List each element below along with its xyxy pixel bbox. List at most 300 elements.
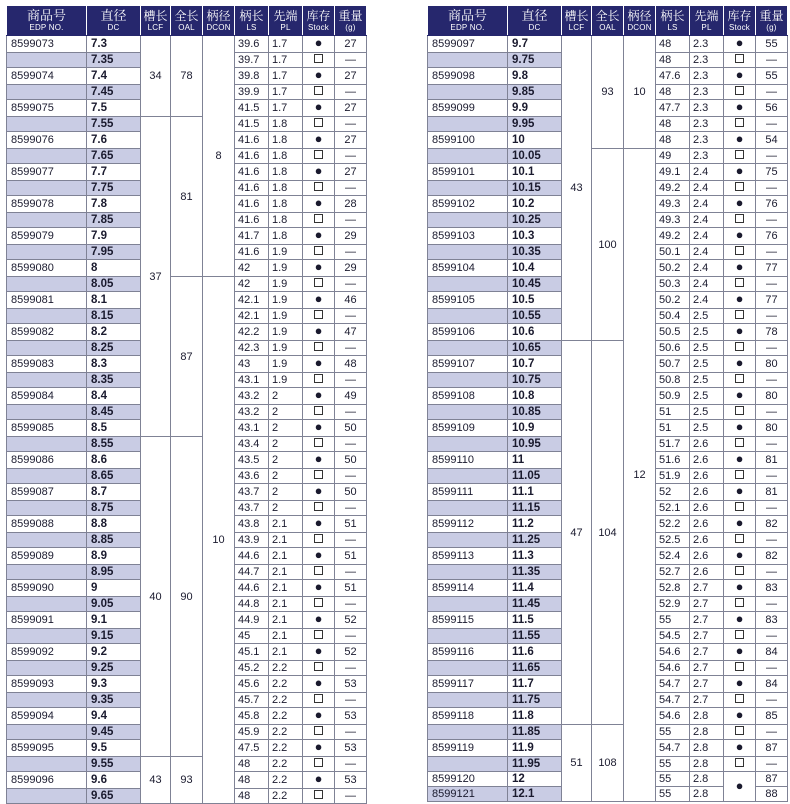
dc-cell: 7.35	[87, 53, 141, 68]
stock-cell	[303, 324, 335, 341]
dc-cell: 8.1	[87, 292, 141, 309]
out-of-stock-icon	[314, 694, 323, 703]
in-stock-icon: ●	[314, 227, 323, 242]
pl-cell: 2.2	[269, 661, 303, 676]
weight-cell: —	[335, 149, 367, 164]
out-of-stock-icon	[314, 54, 323, 63]
edp-cell	[428, 117, 508, 132]
dc-cell: 10.15	[508, 181, 562, 196]
weight-cell: —	[756, 469, 788, 484]
stock-cell	[724, 661, 756, 676]
dc-cell: 9.75	[508, 53, 562, 68]
dc-cell: 9.4	[87, 708, 141, 725]
pl-cell: 2.1	[269, 612, 303, 629]
stock-header: 库存 Stock	[724, 6, 756, 36]
pl-cell: 2.6	[690, 565, 724, 580]
weight-cell: 53	[335, 676, 367, 693]
in-stock-icon: ●	[314, 67, 323, 82]
weight-cell: 77	[756, 260, 788, 277]
edp-cell	[428, 53, 508, 68]
edp-cell	[7, 629, 87, 644]
edp-cell	[7, 117, 87, 132]
dc-cell: 7.55	[87, 117, 141, 132]
weight-cell: —	[756, 533, 788, 548]
dc-cell: 8.15	[87, 309, 141, 324]
ls-cell: 49.2	[656, 181, 690, 196]
dc-cell: 11.45	[508, 597, 562, 612]
ls-cell: 41.6	[235, 213, 269, 228]
weight-cell: 51	[335, 548, 367, 565]
ls-cell: 44.6	[235, 548, 269, 565]
weight-cell: 87	[756, 740, 788, 757]
weight-cell: —	[335, 405, 367, 420]
weight-cell: —	[756, 597, 788, 612]
dc-cell: 7.6	[87, 132, 141, 149]
dc-cell: 9.65	[87, 789, 141, 804]
ls-cell: 41.6	[235, 149, 269, 164]
dc-cell: 12.1	[508, 787, 562, 802]
pl-cell: 2.1	[269, 533, 303, 548]
weight-cell: —	[756, 629, 788, 644]
pl-cell: 2.4	[690, 260, 724, 277]
ls-cell: 54.6	[656, 708, 690, 725]
weight-cell: —	[335, 53, 367, 68]
dc-cell: 11.7	[508, 676, 562, 693]
out-of-stock-icon	[735, 150, 744, 159]
dc-cell: 10.9	[508, 420, 562, 437]
table-row	[428, 36, 788, 53]
edp-cell	[428, 277, 508, 292]
dc-cell: 9.1	[87, 612, 141, 629]
out-of-stock-icon	[735, 310, 744, 319]
in-stock-icon: ●	[314, 483, 323, 498]
ls-cell: 55	[656, 757, 690, 772]
ls-cell: 50.2	[656, 260, 690, 277]
in-stock-icon: ●	[735, 291, 744, 306]
ls-cell: 43.7	[235, 484, 269, 501]
weight-cell: —	[756, 501, 788, 516]
edp-cell	[428, 693, 508, 708]
edp-cell	[7, 53, 87, 68]
weight-cell: —	[756, 725, 788, 740]
weight-cell: 27	[335, 36, 367, 53]
weight-cell: —	[335, 757, 367, 772]
pl-cell: 1.9	[269, 260, 303, 277]
stock-cell	[303, 117, 335, 132]
dc-cell: 10.6	[508, 324, 562, 341]
dc-cell: 7.5	[87, 100, 141, 117]
stock-cell	[303, 420, 335, 437]
out-of-stock-icon	[735, 662, 744, 671]
weight-cell: 81	[756, 484, 788, 501]
in-stock-icon: ●	[314, 387, 323, 402]
weight-cell: 84	[756, 676, 788, 693]
pl-cell: 2.4	[690, 292, 724, 309]
stock-cell	[303, 501, 335, 516]
spec-table-left	[6, 5, 367, 804]
out-of-stock-icon	[735, 694, 744, 703]
ls-cell: 48	[656, 117, 690, 132]
oal-cell: 78	[171, 36, 203, 117]
weight-cell: —	[335, 629, 367, 644]
stock-cell	[724, 373, 756, 388]
dc-cell: 8.2	[87, 324, 141, 341]
weight-cell: 29	[335, 260, 367, 277]
dc-cell: 9.5	[87, 740, 141, 757]
stock-cell	[724, 693, 756, 708]
ls-cell: 52.2	[656, 516, 690, 533]
out-of-stock-icon	[735, 214, 744, 223]
stock-cell	[303, 757, 335, 772]
edp-cell: 8599110	[428, 452, 508, 469]
stock-cell	[724, 356, 756, 373]
in-stock-icon: ●	[735, 643, 744, 658]
out-of-stock-icon	[735, 534, 744, 543]
dc-cell: 10.55	[508, 309, 562, 324]
ls-cell: 54.7	[656, 693, 690, 708]
weight-cell: —	[756, 437, 788, 452]
pl-cell: 1.7	[269, 53, 303, 68]
stock-cell	[724, 117, 756, 132]
in-stock-icon: ●	[735, 387, 744, 402]
dc-cell: 7.45	[87, 85, 141, 100]
stock-cell	[303, 693, 335, 708]
edp-cell: 8599085	[7, 420, 87, 437]
stock-cell	[724, 228, 756, 245]
lcf-cell: 37	[141, 117, 171, 437]
weight-cell: —	[335, 661, 367, 676]
oal-cell: 108	[592, 725, 624, 802]
stock-cell	[724, 85, 756, 100]
in-stock-icon: ●	[314, 131, 323, 146]
dc-cell: 11.6	[508, 644, 562, 661]
weight-cell: 29	[335, 228, 367, 245]
dc-cell: 8.45	[87, 405, 141, 420]
dc-cell: 12	[508, 772, 562, 787]
ls-cell: 50.1	[656, 245, 690, 260]
ls-cell: 43.8	[235, 516, 269, 533]
edp-cell: 8599121	[428, 787, 508, 802]
pl-cell: 2.2	[269, 789, 303, 804]
pl-cell: 1.9	[269, 341, 303, 356]
ls-cell: 51.6	[656, 452, 690, 469]
stock-cell	[303, 644, 335, 661]
table-body-right	[428, 36, 788, 802]
weight-cell: 88	[756, 787, 788, 802]
edp-cell	[428, 405, 508, 420]
dcon-cell: 10	[624, 36, 656, 149]
edp-cell	[428, 597, 508, 612]
edp-cell	[428, 725, 508, 740]
dcon-cell: 10	[203, 277, 235, 804]
weight-cell: 81	[756, 452, 788, 469]
ls-cell: 45.6	[235, 676, 269, 693]
pl-cell: 2.3	[690, 132, 724, 149]
dc-header: 直径 DC	[508, 6, 562, 36]
pl-cell: 2	[269, 420, 303, 437]
table-row	[7, 36, 367, 53]
stock-cell	[724, 452, 756, 469]
edp-cell: 8599073	[7, 36, 87, 53]
out-of-stock-icon	[314, 566, 323, 575]
stock-cell	[303, 533, 335, 548]
pl-cell: 2.7	[690, 580, 724, 597]
stock-cell	[303, 789, 335, 804]
dc-cell: 8.05	[87, 277, 141, 292]
weight-cell: —	[756, 565, 788, 580]
dc-cell: 8.85	[87, 533, 141, 548]
pl-cell: 2.3	[690, 100, 724, 117]
out-of-stock-icon	[735, 630, 744, 639]
weight-cell: —	[756, 213, 788, 228]
ls-cell: 52.8	[656, 580, 690, 597]
dc-cell: 11.55	[508, 629, 562, 644]
stock-cell	[303, 164, 335, 181]
weight-cell: —	[756, 341, 788, 356]
pl-cell: 2.1	[269, 644, 303, 661]
stock-cell	[303, 629, 335, 644]
edp-cell	[7, 213, 87, 228]
ls-cell: 45.8	[235, 708, 269, 725]
out-of-stock-icon	[314, 534, 323, 543]
out-of-stock-icon	[314, 630, 323, 639]
in-stock-icon: ●	[735, 483, 744, 498]
table-row	[7, 437, 367, 452]
ls-cell: 45.2	[235, 661, 269, 676]
dc-cell: 10.45	[508, 277, 562, 292]
in-stock-icon: ●	[314, 579, 323, 594]
dc-cell: 10.35	[508, 245, 562, 260]
stock-cell	[303, 597, 335, 612]
edp-cell	[7, 341, 87, 356]
dc-cell: 8.6	[87, 452, 141, 469]
pl-cell: 2.1	[269, 565, 303, 580]
stock-cell	[303, 100, 335, 117]
stock-cell	[303, 708, 335, 725]
edp-cell: 8599074	[7, 68, 87, 85]
pl-cell: 2.2	[269, 757, 303, 772]
weight-cell: —	[335, 181, 367, 196]
dc-cell: 9.95	[508, 117, 562, 132]
ls-cell: 52.7	[656, 565, 690, 580]
edp-cell: 8599102	[428, 196, 508, 213]
weight-cell: —	[335, 789, 367, 804]
pl-header: 先端 PL	[269, 6, 303, 36]
stock-cell	[303, 309, 335, 324]
edp-cell: 8599091	[7, 612, 87, 629]
dc-cell: 11.05	[508, 469, 562, 484]
ls-cell: 43.2	[235, 405, 269, 420]
pl-cell: 2.7	[690, 629, 724, 644]
weight-cell: —	[335, 501, 367, 516]
ls-cell: 43.5	[235, 452, 269, 469]
stock-cell	[724, 341, 756, 356]
stock-cell	[303, 277, 335, 292]
pl-cell: 2.6	[690, 516, 724, 533]
edp-cell: 8599096	[7, 772, 87, 789]
weight-cell: —	[756, 373, 788, 388]
edp-cell	[7, 437, 87, 452]
pl-cell: 2.8	[690, 757, 724, 772]
table-row	[428, 149, 788, 164]
pl-cell: 2.1	[269, 580, 303, 597]
pl-cell: 2.5	[690, 341, 724, 356]
stock-cell	[303, 580, 335, 597]
weight-cell: 51	[335, 516, 367, 533]
stock-cell	[724, 676, 756, 693]
ls-cell: 50.4	[656, 309, 690, 324]
edp-cell: 8599107	[428, 356, 508, 373]
table-row	[7, 277, 367, 292]
lcf-cell: 43	[562, 36, 592, 341]
pl-cell: 1.8	[269, 132, 303, 149]
edp-cell: 8599090	[7, 580, 87, 597]
stock-cell	[303, 612, 335, 629]
table-row	[7, 117, 367, 132]
pl-cell: 2.7	[690, 612, 724, 629]
pl-cell: 2.8	[690, 725, 724, 740]
pl-cell: 2.6	[690, 548, 724, 565]
dc-cell: 8.4	[87, 388, 141, 405]
edp-cell: 8599095	[7, 740, 87, 757]
weight-cell: 53	[335, 772, 367, 789]
edp-cell: 8599082	[7, 324, 87, 341]
dc-cell: 10.3	[508, 228, 562, 245]
stock-cell	[724, 708, 756, 725]
ls-cell: 48	[656, 132, 690, 149]
pl-cell: 2	[269, 388, 303, 405]
header-row	[7, 6, 367, 36]
dc-cell: 10.65	[508, 341, 562, 356]
out-of-stock-icon	[735, 278, 744, 287]
dc-cell: 7.4	[87, 68, 141, 85]
in-stock-icon: ●	[314, 643, 323, 658]
in-stock-icon: ●	[735, 35, 744, 50]
stock-cell	[724, 757, 756, 772]
pl-cell: 2	[269, 437, 303, 452]
out-of-stock-icon	[735, 502, 744, 511]
in-stock-icon: ●	[314, 163, 323, 178]
in-stock-icon: ●	[735, 163, 744, 178]
stock-header: 库存 Stock	[303, 6, 335, 36]
edp-cell	[428, 501, 508, 516]
weight-cell: 46	[335, 292, 367, 309]
edp-cell	[7, 597, 87, 612]
out-of-stock-icon	[314, 662, 323, 671]
weight-cell: —	[756, 245, 788, 260]
edp-cell	[7, 469, 87, 484]
ls-cell: 41.7	[235, 228, 269, 245]
stock-cell	[724, 420, 756, 437]
dc-cell: 7.85	[87, 213, 141, 228]
out-of-stock-icon	[735, 246, 744, 255]
stock-cell	[724, 277, 756, 292]
stock-cell	[724, 309, 756, 324]
stock-cell	[303, 196, 335, 213]
weight-cell: 53	[335, 708, 367, 725]
pl-cell: 2.1	[269, 548, 303, 565]
stock-cell	[724, 740, 756, 757]
ls-cell: 43.2	[235, 388, 269, 405]
edp-cell	[7, 661, 87, 676]
pl-cell: 2	[269, 452, 303, 469]
weight-cell: 78	[756, 324, 788, 341]
edp-cell	[7, 565, 87, 580]
out-of-stock-icon	[314, 598, 323, 607]
ls-cell: 48	[656, 85, 690, 100]
dc-cell: 10.4	[508, 260, 562, 277]
pl-cell: 1.7	[269, 68, 303, 85]
dc-cell: 11.15	[508, 501, 562, 516]
weight-cell: 27	[335, 132, 367, 149]
stock-cell	[303, 260, 335, 277]
ls-cell: 51.9	[656, 469, 690, 484]
ls-cell: 49.3	[656, 213, 690, 228]
out-of-stock-icon	[735, 566, 744, 575]
ls-cell: 55	[656, 787, 690, 802]
in-stock-icon: ●	[314, 739, 323, 754]
in-stock-icon: ●	[735, 131, 744, 146]
ls-cell: 42.1	[235, 309, 269, 324]
ls-cell: 51.7	[656, 437, 690, 452]
stock-cell	[303, 181, 335, 196]
oal-cell: 90	[171, 437, 203, 757]
lcf-cell: 40	[141, 437, 171, 757]
ls-cell: 54.6	[656, 661, 690, 676]
ls-cell: 54.7	[656, 676, 690, 693]
out-of-stock-icon	[735, 598, 744, 607]
edp-cell	[7, 405, 87, 420]
table-body-left	[7, 36, 367, 804]
dc-cell: 7.95	[87, 245, 141, 260]
pl-cell: 1.9	[269, 245, 303, 260]
dc-cell: 9.15	[87, 629, 141, 644]
edp-cell: 8599115	[428, 612, 508, 629]
stock-cell	[724, 68, 756, 85]
weight-cell: 80	[756, 388, 788, 405]
pl-cell: 2.5	[690, 420, 724, 437]
weight-cell: 82	[756, 516, 788, 533]
dc-cell: 9.25	[87, 661, 141, 676]
dc-cell: 11.3	[508, 548, 562, 565]
stock-cell	[303, 228, 335, 245]
in-stock-icon: ●	[314, 451, 323, 466]
dc-cell: 8.8	[87, 516, 141, 533]
weight-cell: 76	[756, 228, 788, 245]
ls-cell: 55	[656, 725, 690, 740]
ls-cell: 48	[235, 789, 269, 804]
edp-cell: 8599119	[428, 740, 508, 757]
edp-cell	[7, 149, 87, 164]
dc-cell: 10.8	[508, 388, 562, 405]
dc-cell: 9.85	[508, 85, 562, 100]
ls-cell: 41.5	[235, 100, 269, 117]
pl-cell: 2.3	[690, 85, 724, 100]
ls-cell: 50.6	[656, 341, 690, 356]
pl-cell: 1.9	[269, 292, 303, 309]
stock-cell	[724, 36, 756, 53]
dc-cell: 9.6	[87, 772, 141, 789]
edp-cell	[428, 437, 508, 452]
stock-cell	[724, 597, 756, 612]
edp-cell	[428, 309, 508, 324]
ls-cell: 48	[656, 36, 690, 53]
stock-cell	[303, 85, 335, 100]
edp-cell	[7, 533, 87, 548]
pl-cell: 2.2	[269, 708, 303, 725]
edp-cell: 8599092	[7, 644, 87, 661]
weight-cell: —	[756, 85, 788, 100]
